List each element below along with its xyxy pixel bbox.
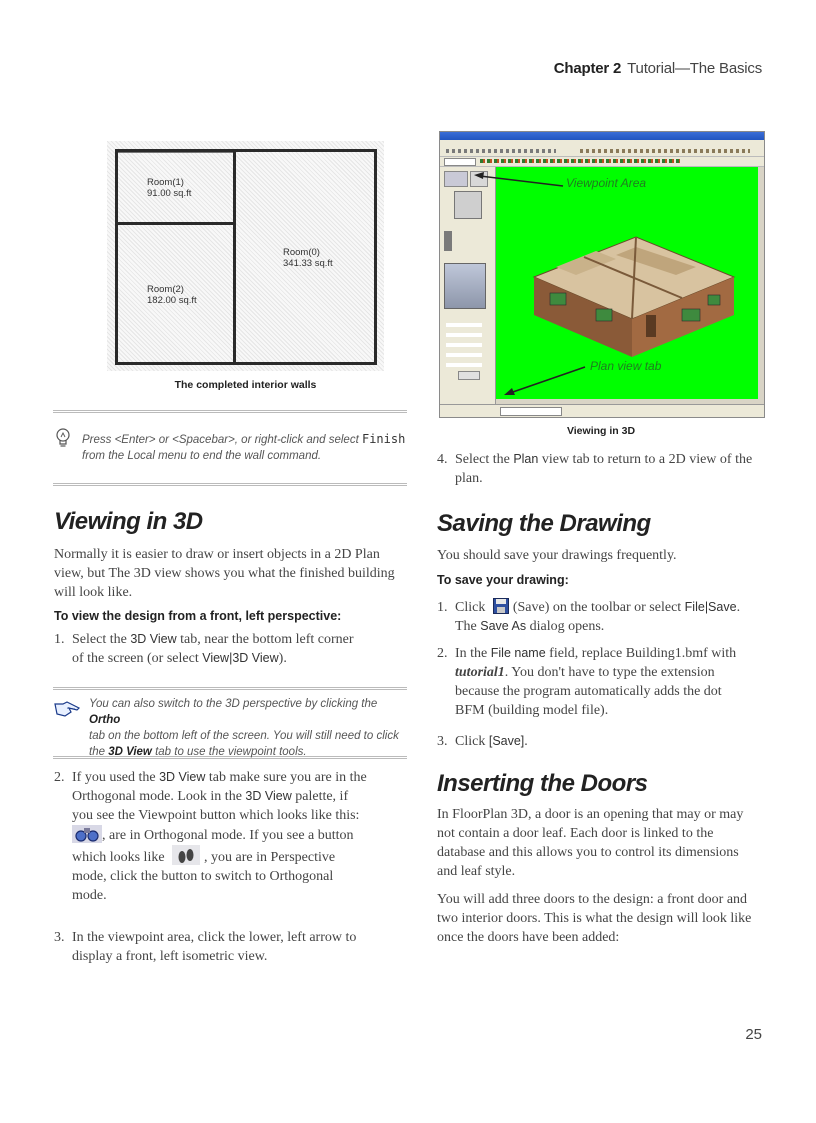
tip-box <box>53 410 407 486</box>
plan-view-tab[interactable] <box>500 407 562 416</box>
wall <box>374 149 377 365</box>
tip-box <box>53 687 407 759</box>
step-view-1: 1. Select the 3D View tab, near the bottom left corner of the screen (or select View|3D View). <box>54 632 354 666</box>
annotation-arrow <box>500 364 590 398</box>
menu-bar <box>440 140 764 147</box>
doors-paragraph-2: You will add three doors to the design: a front door and two interior doors. This is what the design will look like once the doors have been added: <box>437 892 752 945</box>
room-label: Room(1) 91.00 sq.ft <box>147 177 192 199</box>
section-heading-doors: Inserting the Doors <box>437 770 648 797</box>
step-view-4: 4. Select the Plan view tab to return to a 2D view of the plan. <box>437 452 753 486</box>
doors-paragraph-1: In FloorPlan 3D, a door is an opening that may or may not contain a door leaf. Each door is linked to the database and this allows you to control its dimensions and leaf style. <box>437 807 744 879</box>
procedure-heading-save: To save your drawing: <box>437 573 569 587</box>
annotation-plan-view-tab: Plan view tab <box>590 359 662 373</box>
perspective-footprints-icon <box>172 845 200 865</box>
lightbulb-icon <box>55 427 71 449</box>
viewpoint-binoculars-icon <box>72 825 102 843</box>
toolbar <box>440 157 764 167</box>
toolbar <box>440 147 764 157</box>
save-disk-icon <box>493 598 509 614</box>
saving-intro: You should save your drawings frequently. <box>437 548 677 563</box>
room-label: Room(0) 341.33 sq.ft <box>283 247 333 269</box>
step-save-3: 3. Click [Save]. <box>437 734 528 749</box>
wall <box>233 149 236 365</box>
tip-text: Press <Enter> or <Spacebar>, or right-click and select Finish from the Local menu to end the wall command. <box>82 432 406 462</box>
procedure-heading-view: To view the design from a front, left perspective: <box>54 609 342 623</box>
step-view-2: 2. If you used the 3D View tab make sure you are in the Orthogonal mode. Look in the 3D View palette, if you see the Viewpoint button which looks like this: , are in Orthogonal mode. If you see a button which looks like , you are in Perspective mode, click the button to switch to Orthogonal mode. <box>54 770 367 903</box>
viewpoint-palette <box>440 167 496 404</box>
section-heading-viewing: Viewing in 3D <box>54 508 203 535</box>
window-titlebar <box>440 132 764 140</box>
step-save-2: 2. In the File name field, replace Building1.bmf with tutorial1. You don't have to type the extension because the program automatically adds the dot BFM (building model file). <box>437 646 737 718</box>
step-save-1: 1. Click (Save) on the toolbar or select File|Save. The Save As dialog opens. <box>437 600 741 634</box>
page-number: 25 <box>745 1026 762 1043</box>
wall <box>115 149 118 365</box>
step-view-3: 3. In the viewpoint area, click the lower, left arrow to display a front, left isometric view. <box>54 930 357 964</box>
viewing-intro: Normally it is easier to draw or insert objects in a 2D Plan view, but The 3D view shows you what the finished building will look like. <box>54 547 395 600</box>
section-heading-saving: Saving the Drawing <box>437 510 651 537</box>
annotation-viewpoint-area: Viewpoint Area <box>566 176 647 190</box>
pointing-hand-icon <box>53 700 81 718</box>
status-bar <box>440 404 764 417</box>
floorplan-figure <box>107 141 384 371</box>
wall-inner <box>118 152 233 153</box>
annotation-arrow <box>468 168 568 196</box>
chapter-title: Tutorial—The Basics <box>627 60 762 77</box>
tip-text: You can also switch to the 3D perspective by clicking the Ortho tab on the bottom left of the screen. You will still need to click the 3D View tab to use the viewpoint tools. <box>89 698 399 758</box>
running-header <box>554 60 762 77</box>
figure-caption: Viewing in 3D <box>566 425 636 437</box>
wall <box>115 362 377 365</box>
figure-caption: The completed interior walls <box>174 379 317 391</box>
room-label: Room(2) 182.00 sq.ft <box>147 284 197 306</box>
wall <box>115 222 236 225</box>
chapter-label: Chapter 2 <box>553 60 622 77</box>
